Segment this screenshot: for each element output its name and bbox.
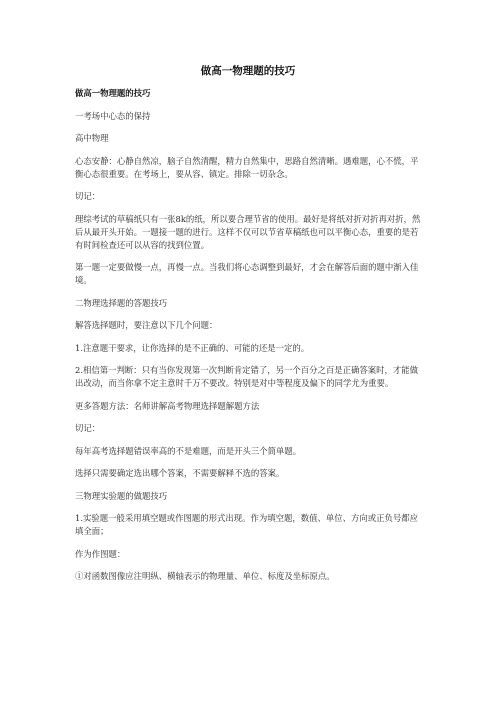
remember-label: 切记：: [75, 191, 101, 201]
subject-tag: 高中物理: [75, 133, 109, 143]
paragraph-only-answer: 选择只需要确定选出哪个答案，不需要解释不选的答案。: [75, 468, 285, 478]
document-body: [75, 87, 425, 593]
subtitle: 做高一物理题的技巧: [75, 88, 151, 98]
section-1-heading: 一考场中心态的保持: [75, 110, 151, 121]
list-item-choice-2: 2.相信第一判断：只有当你发现第一次判断肯定错了，另一个百分之百是正确答案时，才能做出改动，而当你拿不定主意时千万不要改。特别是对中等程度及偏下的同学尤为重要。: [75, 365, 418, 388]
document-title: 做高一物理题的技巧: [200, 65, 296, 77]
paragraph-first-three: 每年高考选择题错误率高的不是难题，而是开头三个简单题。: [75, 445, 302, 456]
list-item-experiment-1: 1.实验题一般采用填空题或作图题的形式出现。作为填空题，数值、单位、方向或正负号都应填全面；: [75, 513, 418, 536]
list-item-graph-1: ①对函数图像应注明纵、横轴表示的物理量、单位、标度及坐标原点。: [75, 571, 335, 581]
paragraph-first-question: 第一题一定要做慢一点，再慢一点。当我们将心态调整到最好，才会在解答后面的题中渐入佳境。: [75, 262, 419, 285]
remember-label: 切记：: [75, 423, 101, 433]
paragraph-draft-paper: 理综考试的草稿纸只有一张8k的纸，所以要合理节省的使用。最好是将纸对折对折再对折，然后从最开头开始。一题接一题的进行。这样不仅可以节省草稿纸也可以平衡心态，重要的是若有时间检查还可以从容的找到位置。: [75, 213, 421, 250]
section-3-heading: 三物理实验题的做题技巧: [75, 490, 168, 501]
paragraph-mindset: 心态安静：心静自然凉，脑子自然清醒，精力自然集中，思路自然清晰。遇难题，心不慌，平衡心态很重要。在考场上，要从容、镇定。排除一切杂念。: [75, 155, 419, 179]
list-item-choice-1: 1.注意题干要求，让你选择的是不正确的、可能的还是一定的。: [75, 342, 310, 353]
paragraph-choice-intro: 解答选择题时，要注意以下几个问题：: [75, 320, 218, 330]
section-2-heading: 二物理选择题的答题技巧: [75, 297, 168, 308]
paragraph-as-graph: 作为作图题：: [75, 548, 126, 559]
paragraph-more-methods: 更多答题方法：名师讲解高考物理选择题解题方法: [75, 400, 260, 411]
